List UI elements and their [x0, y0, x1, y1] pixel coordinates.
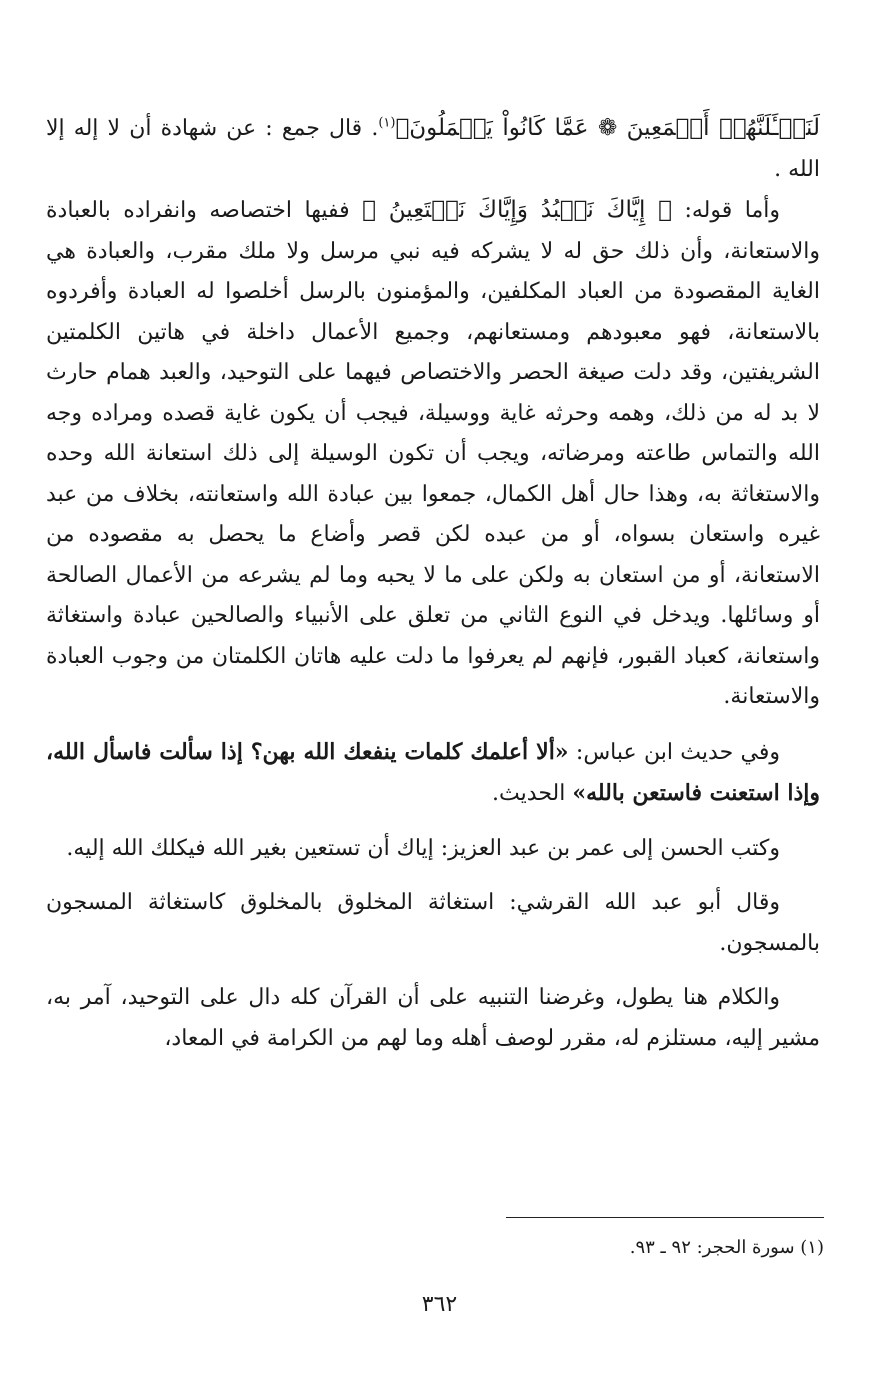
paragraph-text: وقال أبو عبد الله القرشي: استغاثة المخلوق بالمخلوق كاستغاثة المسجون بالمسجون.	[46, 890, 820, 956]
paragraph	[46, 829, 820, 870]
paragraph-text: وأما قوله:	[671, 198, 780, 223]
paragraph-text: وفي حديث ابن عباس:	[568, 739, 780, 765]
main-text-block	[46, 108, 820, 1059]
hadith-quote: «ألا أعلمك كلمات ينفعك الله بهن؟ إذا سألت فاسأل الله، وإذا استعنت فاستعن بالله»	[46, 738, 820, 806]
paragraph-text: وكتب الحسن إلى عمر بن عبد العزيز: إياك أن تستعين بغير الله فيكلك الله إليه.	[66, 835, 780, 861]
paragraph-text: . قال جمع : عن شهادة أن لا إله إلا الله .	[46, 116, 820, 182]
paragraph-text: والكلام هنا يطول، وغرضنا التنبيه على أن القرآن كله دال على التوحيد، آمر به، مشير إليه، مستلزم له، مقرر لوصف أهله وما لهم من الكرامة في المعاد،	[46, 985, 820, 1051]
page-number: ٣٦٢	[421, 1292, 458, 1317]
paragraph	[46, 108, 820, 190]
paragraph-text: الحديث.	[492, 781, 573, 806]
footnote: (١) سورة الحجر: ٩٢ ـ ٩٣.	[629, 1237, 824, 1258]
quran-verse: ﴿ إِيَّاكَ نَعۡبُدُ وَإِيَّاكَ نَسۡتَعِينُ ﴾	[362, 197, 672, 223]
paragraph	[46, 732, 820, 815]
footnote-ref: (١)	[378, 115, 396, 131]
quran-verse: لَنَسۡـَٔلَنَّهُمۡ أَجۡمَعِينَ ❁ عَمَّا كَانُواْ يَعۡمَلُونَ﴾	[395, 115, 820, 141]
footnote-divider	[506, 1217, 824, 1218]
paragraph	[46, 978, 820, 1059]
paragraph-text: ففيها اختصاصه وانفراده بالعبادة والاستعانة، وأن ذلك حق له لا يشركه فيه نبي مرسل ولا ملك مقرب، والعبادة هي الغاية المقصودة من العباد المكلفين، والمؤمنون بالرسل أخلصوا له العبادة وأفردوه بالاستعانة، فهو معبودهم ومستعانهم، وجميع الأعمال داخلة في هاتين الكلمتين الشريفتين، وقد دلت صيغة الحصر والاختصاص فيهما على التوحيد، والعبد همام حارث لا بد له من ذلك، وهمه وحرثه غاية ووسيلة، فيجب أن يكون غاية قصده ومراده وجه الله والتماس طاعته ومرضاته، ويجب أن تكون الوسيلة إلى ذلك استعانة الله وحده والاستغاثة به، وهذا حال أهل الكمال، جمعوا بين عبادة الله واستعانته، بخلاف من عبد غيره واستعان بسواه، أو من عبده لكن قصر وأضاع ما يحصل به مقصوده من الاستعانة، أو من استعان به ولكن على ما لا يحبه وما لم يشرعه من الأعمال الصالحة أو وسائلها. ويدخل في النوع الثاني من تعلق على الأنبياء والصالحين عبادة واستغاثة واستعانة، كعباد القبور، فإنهم لم يعرفوا ما دلت عليه هاتان الكلمتان من وجوب العبادة والاستعانة.	[46, 198, 820, 709]
paragraph	[46, 190, 820, 718]
paragraph	[46, 883, 820, 964]
